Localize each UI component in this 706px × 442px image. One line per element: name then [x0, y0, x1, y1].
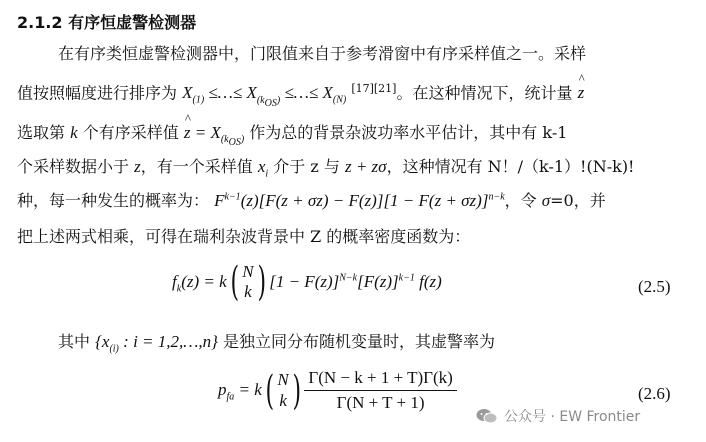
text-fragment: 个采样数据小于: [17, 157, 130, 176]
text-fragment: 选取第: [17, 123, 66, 142]
z-hat-symbol: ^ z: [578, 84, 585, 101]
paragraph-2: [58, 333, 495, 354]
text-fragment: =0，并: [550, 191, 606, 210]
equation-2-6: $p_{fa} = k$ ( N k ) $\frac{\Gamma(N - k + 1 + T)\Gamma(k)}{\Gamma(N + T + 1)}$: [218, 368, 457, 413]
text-fragment: 种，每一种发生的概率为：: [17, 191, 210, 210]
text-fragment: ，有一个采样值: [140, 157, 253, 176]
text-fragment: 。在这种情况下，统计量: [396, 83, 573, 103]
sort-order-formula: $X_{(1)}$ ≤…≤ $X_{(k_{OS})}$ ≤…≤ $X_{(N)}$: [182, 83, 347, 109]
watermark: [476, 406, 640, 426]
text-fragment: ，令: [504, 191, 537, 210]
equation-2-5: $f_k(z) = k$ ( N k ) $[1 - F(z)]^{N-k}[F(z)]^{k-1}$ f(z): [172, 259, 442, 306]
k-symbol: k: [70, 123, 78, 142]
sigma-symbol: σ: [541, 191, 551, 210]
text-fragment: 其中: [58, 332, 91, 351]
text-fragment: 是独立同分布随机变量时，其虚警率为: [223, 332, 496, 351]
sample-set-formula: {$x_{(i)}$ : i = 1,2,…,n}: [95, 332, 218, 355]
equation-number-2-6: (2.6): [638, 384, 671, 403]
x-i-symbol: $x_i$: [257, 157, 269, 180]
paragraph-line-5: [17, 192, 606, 209]
equation-number-2-5: (2.5): [638, 277, 671, 296]
paragraph-line-3: [17, 124, 567, 148]
text-fragment: 介于 z 与: [273, 157, 340, 176]
paragraph-line-6: 把上述两式相乘，可得在瑞利杂波背景中 Z 的概率密度函数为：: [17, 227, 471, 246]
paragraph-line-1: 在有序类恒虚警检测器中，门限值来自于参考滑窗中有序采样值之一。采样: [58, 44, 587, 63]
paragraph-line-2: [17, 83, 584, 109]
z-hat-formula: ^ $z = X_{(k_{OS})}$: [184, 123, 244, 142]
probability-formula: $F^{k-1}(z)[F(z + \sigma z) - F(z)][1 - F(z + \sigma z)]^{n-k}$: [214, 191, 505, 210]
text-fragment: k-1: [542, 123, 568, 142]
wechat-icon: [476, 408, 498, 424]
reference-citation: [17][21]: [351, 82, 397, 95]
z-plus-z-sigma: z + zσ: [344, 157, 387, 176]
paragraph-line-4: [17, 158, 635, 179]
text-fragment: 个有序采样值: [82, 123, 179, 142]
text-fragment: 作为总的背景杂波功率水平估计，其中有: [249, 123, 538, 142]
watermark-label: 公众号 · EW Frontier: [504, 409, 641, 425]
section-heading: 2.1.2 有序恒虚警检测器: [17, 13, 197, 32]
z-symbol: z: [134, 157, 141, 176]
text-fragment: ，这种情况有 N！/（k-1）!(N-k)!: [386, 157, 635, 176]
text-fragment: 值按照幅度进行排序为: [17, 83, 178, 103]
